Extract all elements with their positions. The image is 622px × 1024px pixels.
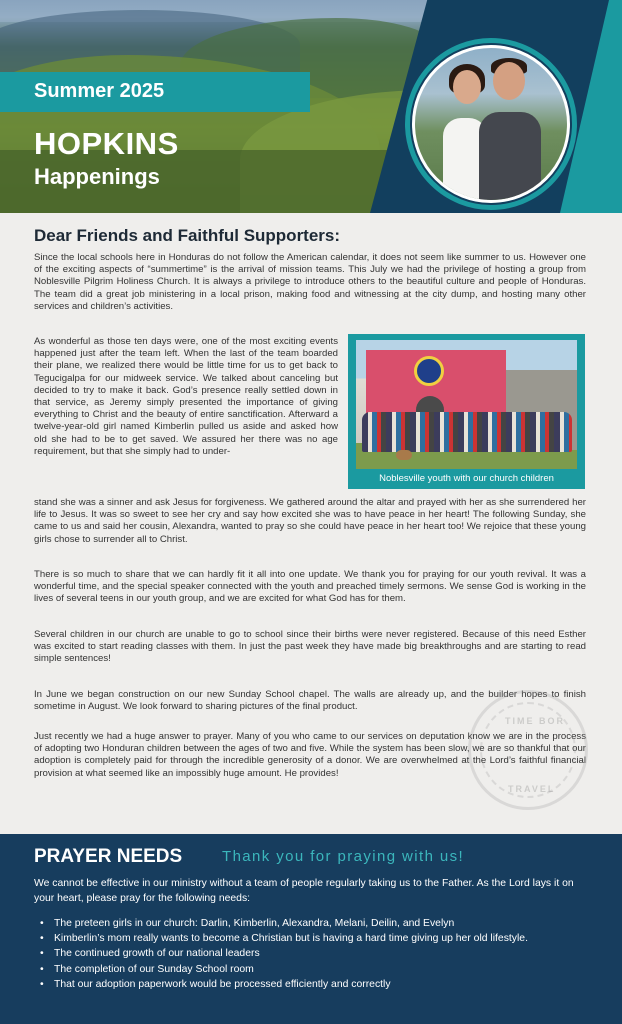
- letter-greeting: Dear Friends and Faithful Supporters:: [34, 226, 341, 245]
- season-label: Summer 2025: [34, 80, 165, 102]
- prayer-item: • Kimberlin’s mom really wants to become a Christian but is having a hard time giving up her old lifestyle.: [34, 931, 590, 946]
- portrait-figure: [453, 70, 481, 104]
- prayer-thanks-tagline: Thank you for praying with us!: [222, 848, 465, 865]
- church-photo-figure: [348, 334, 585, 489]
- letter-paragraph: In June we began construction on our new Sunday School chapel. The walls are already up, and the builder hopes to finish sometime in August. We look forward to sharing pictures of the final product.: [34, 689, 586, 713]
- newsletter-subtitle: Happenings: [34, 164, 160, 189]
- letter-paragraph: Just recently we had a huge answer to prayer. Many of you who came to our services on deputation know we are in the process of adopting two Honduran children between the ages of two and five. While the system has been slow, we are so thankful that our adoption is completely paid for through the incredible generosity of a donor. We are overwhelmed at the Lord’s faithful financial provision at what seemed like an impossibly huge amount. He provides!: [34, 731, 586, 779]
- church-photo: [356, 340, 577, 469]
- prayer-item: • The preteen girls in our church: Darlin, Kimberlin, Alexandra, Melani, Deilin, and Evelyn: [34, 916, 590, 931]
- photo-caption: Noblesville youth with our church children: [379, 473, 554, 484]
- letter-paragraph: stand she was a sinner and ask Jesus for forgiveness. We gathered around the altar and prayed with her as she surrendered her life to Jesus. It was so sweet to see her cry and say how excited she was to have peace in her heart! The following Sunday, she came to us and said her cousin, Alexandra, wanted to pray so she could have peace in her heart too! We rejoice that these young girls chose to surrender all to Christ.: [34, 497, 586, 545]
- prayer-needs-title: PRAYER NEEDS: [34, 846, 183, 867]
- prayer-list: [34, 916, 590, 992]
- letter-paragraph: Several children in our church are unable to go to school since their births were never registered. Because of this need Esther was excited to start reading classes with them. In just the past week they have made big breakthroughs and are starting to read simple sentences!: [34, 629, 586, 665]
- prayer-intro: We cannot be effective in our ministry without a team of people regularly taking us to the Father. As the Lord lays it on your heart, please pray for the following needs:: [34, 878, 574, 904]
- header-banner: [0, 0, 622, 213]
- letter-paragraph: As wonderful as those ten days were, one of the most exciting events happened just after the team left. When the last of the team boarded their plane, we realized there would be little time for us to get back to Tegucigalpa for our midweek service. We talked about canceling but decided to try to make it back. God’s presence really settled down in that service, as Jeremy simply presented the importance of giving everything to Christ and the beauty of entire sanctification. Afterward a twelve-year-old girl named Kimberlin pulled us aside and asked how old she had to be to get saved. We assured her there was no age requirement, but that she simply had to under-: [34, 336, 338, 457]
- dog-figure: [396, 450, 412, 460]
- portrait-figure: [479, 112, 541, 203]
- couple-portrait: [412, 45, 570, 203]
- portrait-figure: [493, 62, 525, 100]
- newsletter-title: HOPKINS: [34, 126, 179, 161]
- prayer-needs-section: [0, 834, 622, 1024]
- letter-paragraph: There is so much to share that we can hardly fit it all into one update. We thank you for praying for our youth revival. It was a wonderful time, and the special speaker connected with the youth and preached timely sermons. We sense God is working in the lives of several teens in our youth group, and we are excited for what God has for them.: [34, 569, 586, 605]
- prayer-item: • The continued growth of our national leaders: [34, 946, 590, 961]
- stamp-text: TRAVEL: [508, 784, 556, 794]
- prayer-item: • That our adoption paperwork would be processed efficiently and correctly: [34, 977, 590, 992]
- letter-paragraph: Since the local schools here in Honduras do not follow the American calendar, it does not seem like summer to us. However one of the exciting aspects of “summertime” is the arrival of mission teams. This July we had the privilege of hosting a group from Noblesville Pilgrim Holiness Church. It is always a privilege to introduce others to the beautiful culture and people of Honduras. The team did a great job ministering in a local prison, making food and witnessing at the city dump, and hosting many other services and children’s activities.: [34, 252, 586, 312]
- stamp-text: TIME BOR: [505, 716, 565, 726]
- prayer-item: • The completion of our Sunday School room: [34, 962, 590, 977]
- group-of-people: [362, 412, 572, 452]
- church-emblem-icon: [414, 356, 444, 386]
